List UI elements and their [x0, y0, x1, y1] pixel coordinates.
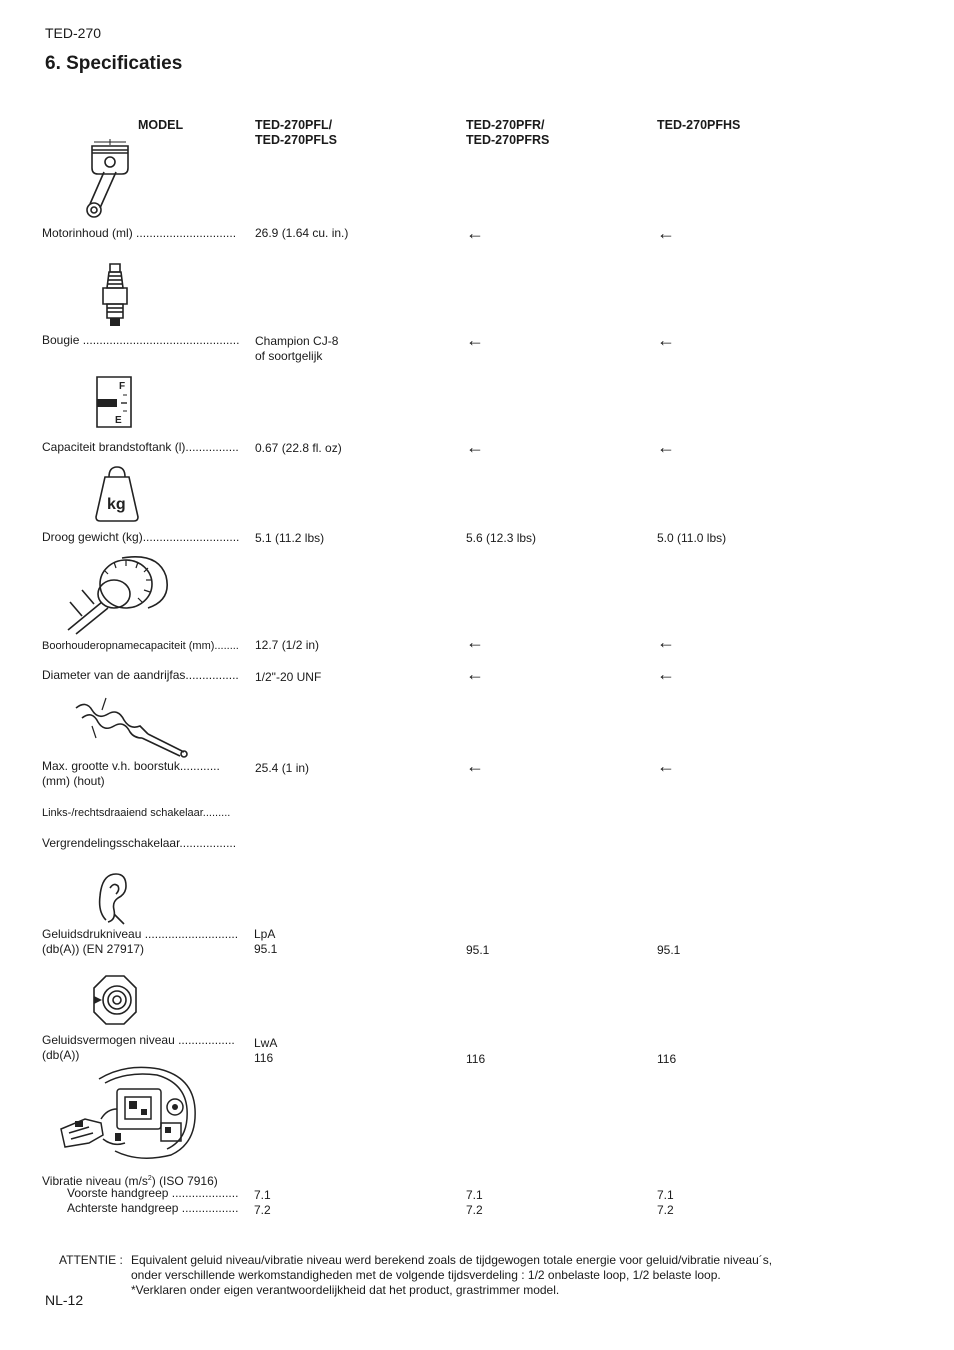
value-vibration-rear-col2: 7.2 — [466, 1203, 483, 1217]
value-vibration-rear-col3: 7.2 — [657, 1203, 674, 1217]
fuel-gauge-icon — [95, 375, 135, 429]
column-1-header-line1: TED-270PFL/ — [255, 118, 333, 132]
row-label-rear-handle: Achterste handgreep ................. — [67, 1201, 239, 1215]
value-spark-plug-line2: of soortgelijk — [255, 349, 323, 363]
value-vibration-col1 — [254, 1188, 271, 1218]
row-label-reverse-switch: Links-/rechtsdraaiend schakelaar......... — [42, 807, 231, 819]
same-arrow-bit-col3: ← — [657, 756, 675, 776]
piston-icon — [80, 138, 136, 222]
row-label-max-bit-size-line2: (mm) (hout) — [42, 774, 105, 788]
value-sound-pressure-col2: 95.1 — [466, 943, 490, 957]
same-arrow-chuck-col2: ← — [466, 632, 484, 652]
value-sound-pressure-col1 — [254, 927, 277, 957]
ear-icon — [96, 870, 130, 926]
value-vibration-rear-col1: 7.2 — [254, 1203, 271, 1217]
svg-text:F: F — [119, 381, 126, 392]
row-label-vibration-text: Vibratie niveau (m/s — [42, 1174, 148, 1188]
value-bit-col1: 25.4 (1 in) — [255, 761, 310, 775]
same-arrow-bit-col2: ← — [466, 756, 484, 776]
same-arrow-engine-col3: ← — [657, 223, 675, 243]
page-title: 6. Specificaties — [45, 53, 183, 74]
svg-text:E: E — [115, 415, 122, 426]
note-text — [131, 1253, 772, 1298]
drill-chuck-icon — [60, 550, 175, 636]
value-weight-col2: 5.6 (12.3 lbs) — [466, 531, 537, 545]
column-3-header: TED-270PFHS — [657, 118, 741, 132]
value-vibration-front-col3: 7.1 — [657, 1188, 674, 1202]
weight-kg-icon — [92, 463, 142, 525]
value-sound-pressure-number: 95.1 — [254, 942, 278, 956]
row-label-vibration-tail: ) (ISO 7916) — [151, 1174, 218, 1188]
same-arrow-tank-col2: ← — [466, 437, 484, 457]
row-label-max-bit-size — [42, 759, 220, 789]
note-line-3: *Verklaren onder eigen verantwoordelijkheid dat het product, grastrimmer model. — [131, 1283, 560, 1297]
value-sound-power-col2: 116 — [466, 1052, 486, 1066]
value-vibration-col3 — [657, 1188, 674, 1218]
row-label-sound-power — [42, 1033, 235, 1063]
value-vibration-front-col2: 7.1 — [466, 1188, 483, 1202]
same-arrow-plug-col2: ← — [466, 330, 484, 350]
value-sound-pressure-unit: LpA — [254, 927, 276, 941]
column-2-header — [466, 118, 549, 148]
row-label-max-bit-size-line1: Max. grootte v.h. boorstuk............ — [42, 759, 220, 773]
sound-power-icon — [90, 974, 140, 1026]
note-line-1: Equivalent geluid niveau/vibratie niveau werd berekend zoals de tijdgewogen totale energie voor geluid/vibratie niveau´s, — [131, 1253, 773, 1267]
page-number: NL-12 — [45, 1292, 84, 1308]
value-sound-power-unit: LwA — [254, 1036, 278, 1050]
row-label-fuel-tank: Capaciteit brandstoftank (l)................ — [42, 440, 239, 454]
same-arrow-shaft-col2: ← — [466, 664, 484, 684]
row-label-vibration-sup: 2 — [147, 1175, 152, 1182]
same-arrow-plug-col3: ← — [657, 330, 675, 350]
value-shaft-col1: 1/2"-20 UNF — [255, 670, 322, 684]
svg-text:kg: kg — [107, 496, 126, 513]
value-engine-col1: 26.9 (1.64 cu. in.) — [255, 226, 349, 240]
value-sound-power-col1 — [254, 1036, 277, 1066]
engine-icon — [55, 1063, 205, 1163]
row-label-sound-pressure — [42, 927, 238, 957]
spark-plug-icon — [95, 262, 135, 332]
value-weight-col3: 5.0 (11.0 lbs) — [657, 531, 727, 545]
row-label-sound-pressure-line1: Geluidsdrukniveau ............................ — [42, 927, 239, 941]
value-spark-plug-line1: Champion CJ-8 — [255, 334, 339, 348]
row-label-front-handle: Voorste handgreep .................... — [67, 1186, 239, 1200]
drill-bit-icon — [72, 694, 194, 760]
column-1-header — [255, 118, 337, 148]
row-label-sound-power-line2: (db(A)) — [42, 1048, 80, 1062]
note-prefix: ATTENTIE : — [59, 1253, 123, 1267]
row-label-drive-shaft: Diameter van de aandrijfas................ — [42, 668, 239, 682]
row-label-chuck-capacity: Boorhouderopnamecapaciteit (mm)........ — [42, 640, 239, 652]
value-vibration-col2 — [466, 1188, 483, 1218]
column-2-header-line1: TED-270PFR/ — [466, 118, 545, 132]
column-1-header-line2: TED-270PFLS — [255, 133, 337, 147]
row-label-sound-power-line1: Geluidsvermogen niveau ................. — [42, 1033, 235, 1047]
same-arrow-tank-col3: ← — [657, 437, 675, 457]
note-line-2: onder verschillende werkomstandigheden met de volgende tijdsverdeling : 1/2 onbelaste loop, 1/2 belaste loop. — [131, 1268, 721, 1282]
same-arrow-chuck-col3: ← — [657, 632, 675, 652]
value-spark-plug-col1 — [255, 334, 338, 364]
value-fuel-tank-col1: 0.67 (22.8 fl. oz) — [255, 441, 342, 455]
row-label-spark-plug: Bougie ............................................... — [42, 333, 240, 347]
row-label-sound-pressure-line2: (db(A)) (EN 27917) — [42, 942, 145, 956]
column-2-header-line2: TED-270PFRS — [466, 133, 550, 147]
row-label-engine-displacement: Motorinhoud (ml) .............................. — [42, 226, 237, 240]
column-model-header: MODEL — [138, 118, 184, 132]
row-label-lock-switch: Vergrendelingsschakelaar................. — [42, 836, 237, 850]
value-sound-power-col3: 116 — [657, 1052, 677, 1066]
value-sound-power-number: 116 — [254, 1051, 274, 1065]
same-arrow-engine-col2: ← — [466, 223, 484, 243]
value-chuck-col1: 12.7 (1/2 in) — [255, 638, 320, 652]
value-weight-col1: 5.1 (11.2 lbs) — [255, 531, 325, 545]
row-label-dry-weight: Droog gewicht (kg)............................. — [42, 530, 240, 544]
value-vibration-front-col1: 7.1 — [254, 1188, 271, 1202]
doc-code: TED-270 — [45, 25, 102, 41]
same-arrow-shaft-col3: ← — [657, 664, 675, 684]
value-sound-pressure-col3: 95.1 — [657, 943, 681, 957]
